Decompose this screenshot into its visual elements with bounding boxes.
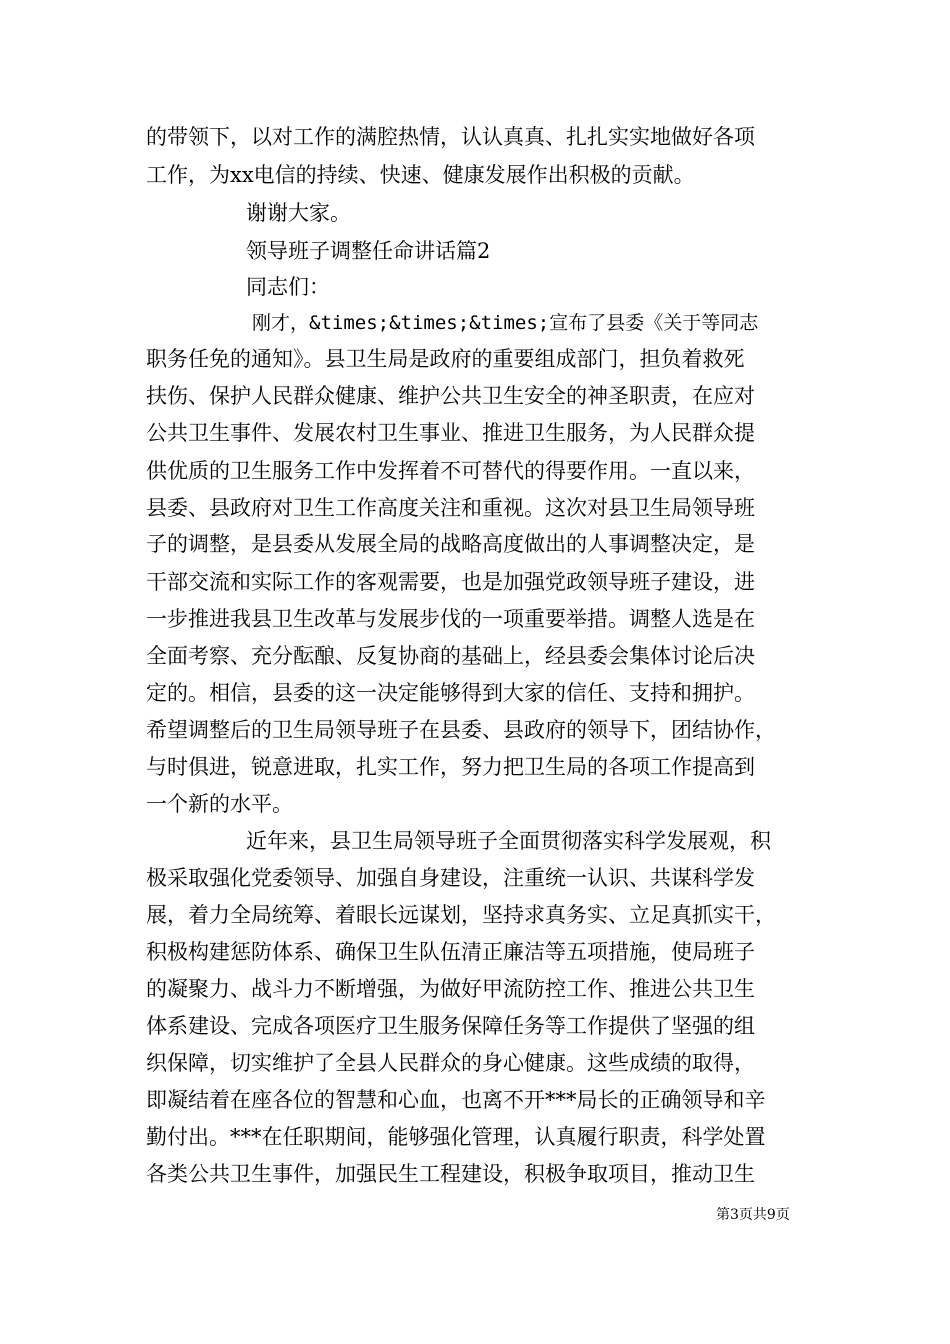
text-line: 织保障，切实维护了全县人民群众的身心健康。这些成绩的取得， xyxy=(146,1051,755,1075)
text-line: 与时俱进，锐意进取，扎实工作，努力把卫生局的各项工作提高到 xyxy=(146,755,755,779)
text-line: 干部交流和实际工作的客观需要，也是加强党政领导班子建设，进 xyxy=(146,570,755,594)
text-line: 的凝聚力、战斗力不断增强，为做好甲流防控工作、推进公共卫生 xyxy=(146,977,755,1001)
page-number: 第3页共9页 xyxy=(716,1207,790,1223)
salutation: 同志们： xyxy=(246,275,330,299)
text-line: 县委、县政府对卫生工作高度关注和重视。这次对县卫生局领导班 xyxy=(146,496,755,520)
text-line: 的带领下，以对工作的满腔热情，认认真真、扎扎实实地做好各项 xyxy=(146,125,755,149)
text-line: 子的调整，是县委从发展全局的战略高度做出的人事调整决定，是 xyxy=(146,532,755,556)
text-line: 勤付出。***在任职期间，能够强化管理，认真履行职责，科学处置 xyxy=(146,1125,766,1149)
text-line: 积极构建惩防体系、确保卫生队伍清正廉洁等五项措施，使局班子 xyxy=(146,940,755,964)
text-line: 展，着力全局统筹、着眼长远谋划，坚持求真务实、立足真抓实干， xyxy=(146,903,776,927)
text-line: 公共卫生事件、发展农村卫生事业、推进卫生服务，为人民群众提 xyxy=(146,421,755,445)
text-line: 一步推进我县卫生改革与发展步伐的一项重要举措。调整人选是在 xyxy=(146,607,755,631)
text-line: 工作，为xx电信的持续、快速、健康发展作出积极的贡献。 xyxy=(146,163,695,187)
text-line: 近年来，县卫生局领导班子全面贯彻落实科学发展观，积 xyxy=(246,829,771,853)
text-line: 谢谢大家。 xyxy=(246,201,351,225)
text-line: 全面考察、充分酝酿、反复协商的基础上，经县委会集体讨论后决 xyxy=(146,644,755,668)
text-line: 体系建设、完成各项医疗卫生服务保障任务等工作提供了坚强的组 xyxy=(146,1014,755,1038)
text-line: 供优质的卫生服务工作中发挥着不可替代的得要作用。一直以来， xyxy=(146,459,755,483)
text-line: 希望调整后的卫生局领导班子在县委、县政府的领导下，团结协作， xyxy=(146,718,776,742)
section-heading: 领导班子调整任命讲话篇2 xyxy=(246,239,491,263)
text-line: 一个新的水平。 xyxy=(146,792,293,816)
text-line: 扶伤、保护人民群众健康、维护公共卫生安全的神圣职责，在应对 xyxy=(146,384,755,408)
text-line: 各类公共卫生事件，加强民生工程建设，积极争取项目，推动卫生 xyxy=(146,1162,755,1186)
text-line: 刚才，&times;&times;&times;宣布了县委《关于等同志 xyxy=(252,312,759,334)
text-line: 即凝结着在座各位的智慧和心血，也离不开***局长的正确领导和辛 xyxy=(146,1088,766,1112)
text-line: 定的。相信，县委的这一决定能够得到大家的信任、支持和拥护。 xyxy=(146,681,755,705)
text-line: 职务任免的通知》。县卫生局是政府的重要组成部门，担负着救死 xyxy=(146,347,745,371)
text-line: 极采取强化党委领导、加强自身建设，注重统一认识、共谋科学发 xyxy=(146,866,755,890)
